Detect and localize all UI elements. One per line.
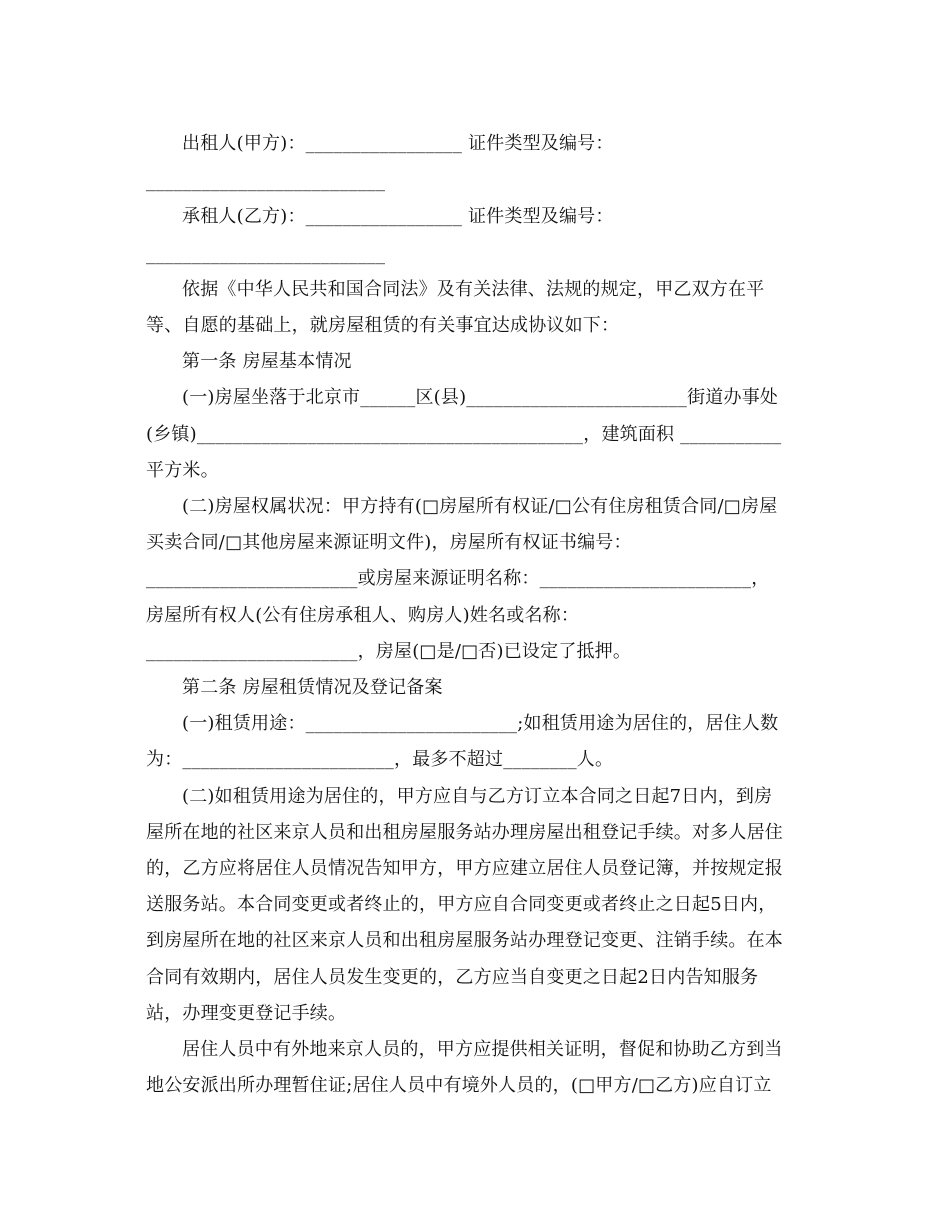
- article-1-clause-2-line-4: 房屋所有权人(公有住房承租人、购房人)姓名或名称：: [146, 605, 580, 626]
- article-1-clause-2-line-2: 买卖合同/□其他房屋来源证明文件)，房屋所有权证书编号：: [146, 532, 632, 553]
- article-1-clause-1-line-3: 平方米。: [146, 460, 219, 481]
- article-2-clause-2-line-3: 的，乙方应将居住人员情况告知甲方，甲方应建立居住人员登记簿，并按规定报: [146, 858, 783, 879]
- article-2-clause-2-line-4: 送服务站。本合同变更或者终止的，甲方应自合同变更或者终止之日起5日内，: [146, 894, 777, 915]
- lessee-line: 承租人(乙方)：_________________ 证件类型及编号：: [182, 206, 614, 227]
- article-2-clause-1-line-2: 为：_______________________，最多不超过________人。: [146, 749, 614, 770]
- article-2-heading: 第二条 房屋租赁情况及登记备案: [182, 677, 443, 698]
- article-2-clause-2-line-2: 屋所在地的社区来京人员和出租房屋服务站办理房屋出租登记手续。对多人居住: [146, 822, 783, 843]
- article-1-clause-1-line-2: (乡镇)__________________________________________，建筑面积 ___________: [146, 424, 782, 445]
- lessor-line: 出租人(甲方)：_________________ 证件类型及编号：: [182, 133, 614, 154]
- preamble-line-1: 依据《中华人民共和国合同法》及有关法律、法规的规定，甲乙双方在平: [182, 279, 765, 300]
- article-2-clause-2-line-5: 到房屋所在地的社区来京人员和出租房屋服务站办理登记变更、注销手续。在本: [146, 930, 783, 951]
- article-1-clause-1-line-1: (一)房屋坐落于北京市______区(县)________________________街道办事处: [182, 387, 779, 408]
- article-1-clause-2-line-3: _______________________或房屋来源证明名称：_______________________，: [146, 568, 770, 589]
- article-1-heading: 第一条 房屋基本情况: [182, 351, 352, 372]
- article-2-clause-2-line-7: 站，办理变更登记手续。: [146, 1003, 347, 1024]
- preamble-line-2: 等、自愿的基础上，就房屋租赁的有关事宜达成协议如下：: [146, 315, 620, 336]
- article-1-clause-2-line-5: _______________________，房屋(□是/□否)已设定了抵押。: [146, 641, 632, 662]
- lessor-id-blank: __________________________: [146, 171, 386, 192]
- article-2-clause-2-line-1: (二)如租赁用途为居住的，甲方应自与乙方订立本合同之日起7日内，到房: [182, 786, 773, 807]
- article-1-clause-2-line-1: (二)房屋权属状况：甲方持有(□房屋所有权证/□公有住房租赁合同/□房屋: [182, 496, 778, 517]
- residents-paragraph-line-2: 地公安派出所办理暂住证;居住人员中有境外人员的，(□甲方/□乙方)应自订立: [146, 1075, 772, 1096]
- lessee-id-blank: __________________________: [146, 244, 386, 265]
- residents-paragraph-line-1: 居住人员中有外地来京人员的，甲方应提供相关证明，督促和协助乙方到当: [182, 1039, 783, 1060]
- article-2-clause-2-line-6: 合同有效期内，居住人员发生变更的，乙方应当自变更之日起2日内告知服务: [146, 967, 759, 988]
- article-2-clause-1-line-1: (一)租赁用途：_______________________;如租赁用途为居住的，居住人数: [182, 713, 779, 734]
